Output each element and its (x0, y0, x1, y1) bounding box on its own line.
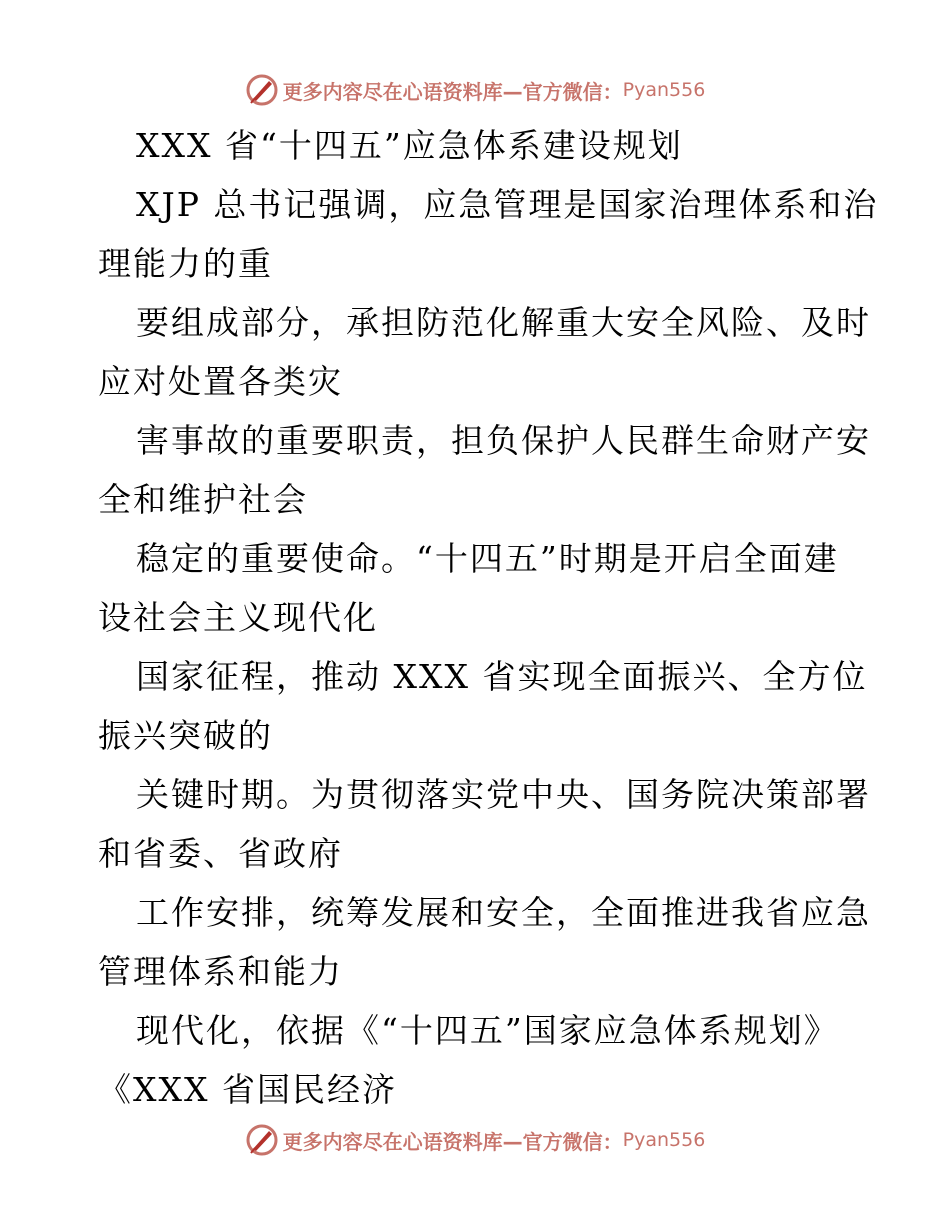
doc-line: 关键时期。为贯彻落实党中央、国务院决策部署 (136, 775, 871, 814)
header-banner (0, 70, 950, 110)
doc-line: 振兴突破的 (98, 716, 273, 755)
doc-line: 管理体系和能力 (98, 952, 343, 991)
footer-banner (0, 1120, 950, 1160)
doc-line: XJP 总书记强调，应急管理是国家治理体系和治 (136, 185, 879, 224)
doc-line: 工作安排，统筹发展和安全，全面推进我省应急 (136, 893, 871, 932)
doc-line: 稳定的重要使命。“十四五”时期是开启全面建 (136, 539, 839, 578)
feather-pen-logo-icon (245, 1123, 279, 1157)
doc-line: 要组成部分，承担防范化解重大安全风险、及时 (136, 303, 871, 342)
doc-title: XXX 省“十四五”应急体系建设规划 (136, 126, 683, 165)
doc-line: 应对处置各类灾 (98, 362, 343, 401)
banner-text: 更多内容尽在心语资料库—官方微信： (282, 1129, 623, 1154)
doc-line: 全和维护社会 (98, 480, 308, 519)
doc-line: 和省委、省政府 (98, 834, 343, 873)
wechat-id: Pyan556 (622, 1129, 706, 1151)
doc-line: 《XXX 省国民经济 (98, 1070, 397, 1109)
doc-line: 害事故的重要职责，担负保护人民群生命财产安 (136, 421, 871, 460)
doc-line: 理能力的重 (98, 244, 273, 283)
doc-line: 设社会主义现代化 (98, 598, 378, 637)
document-body (98, 116, 879, 1119)
doc-line: 国家征程，推动 XXX 省实现全面振兴、全方位 (136, 657, 868, 696)
feather-pen-logo-icon (245, 73, 279, 107)
doc-line: 现代化，依据《“十四五”国家应急体系规划》 (136, 1011, 839, 1050)
banner-text: 更多内容尽在心语资料库—官方微信： (282, 79, 623, 104)
wechat-id: Pyan556 (622, 79, 706, 101)
